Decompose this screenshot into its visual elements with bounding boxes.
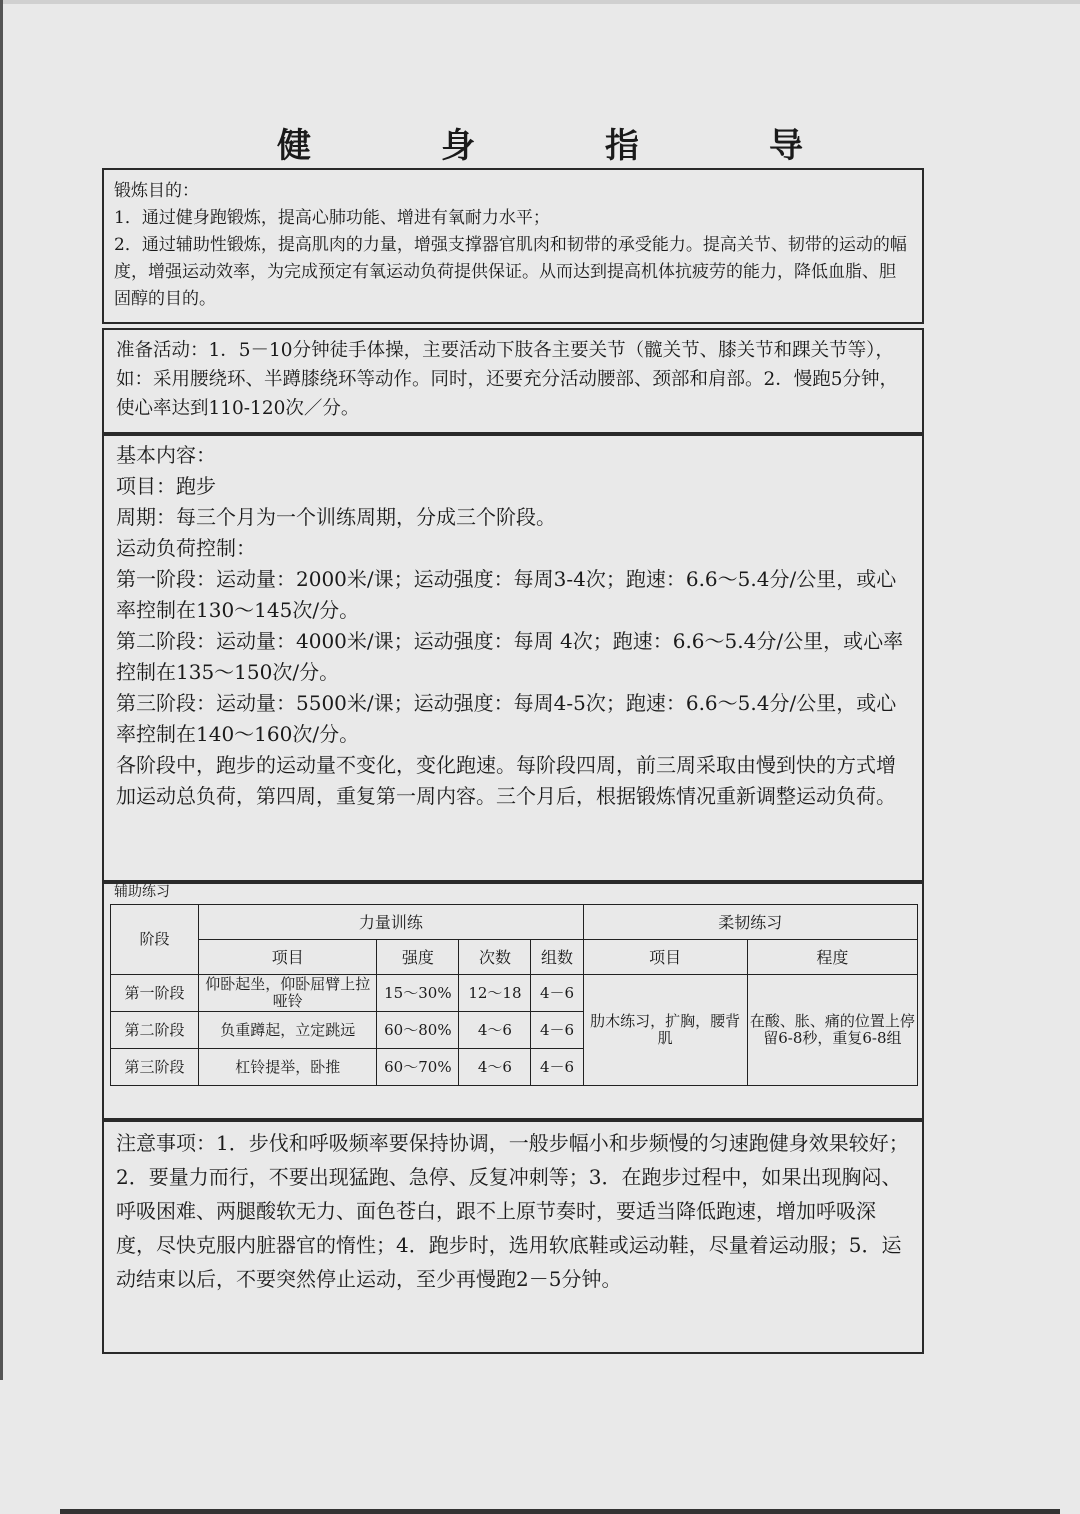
aux-table	[110, 904, 918, 1086]
page-bottom-edge	[60, 1509, 1060, 1514]
stage-line: 第一阶段：运动量：2000米/课；运动强度：每周3-4次；跑速：6.6～5.4分/公里，或心率控制在130～145次/分。	[116, 567, 897, 622]
header-sets: 组数	[531, 940, 583, 975]
notes-section	[102, 1120, 924, 1354]
row-intensity: 60～80%	[377, 1012, 459, 1049]
header-stage: 阶段	[111, 905, 199, 975]
row-stage: 第一阶段	[111, 975, 199, 1012]
summary-line: 各阶段中，跑步的运动量不变化，变化跑速。每阶段四周，前三周采取由慢到快的方式增加运动总负荷，第四周，重复第一周内容。三个月后，根据锻炼情况重新调整运动负荷。	[116, 753, 896, 808]
main-heading: 基本内容：	[116, 443, 216, 467]
goal-item: 2．通过辅助性锻炼，提高肌肉的力量，增强支撑器官肌肉和韧带的承受能力。提高关节、韧带的运动的幅度，增强运动效率，为完成预定有氧运动负荷提供保证。从而达到提高机体抗疲劳的能力，降低血脂、胆固醇的目的。	[114, 235, 907, 309]
header-intensity: 强度	[377, 940, 459, 975]
degree-cell: 在酸、胀、痛的位置上停留6-8秒，重复6-8组	[747, 975, 917, 1086]
page-title: 健 身 指 导	[277, 126, 851, 166]
row-sets: 4－6	[531, 975, 583, 1012]
header-strength: 力量训练	[199, 905, 583, 940]
warmup-text: 准备活动：1．5－10分钟徒手体操，主要活动下肢各主要关节（髋关节、膝关节和踝关节等），如：采用腰绕环、半蹲膝绕环等动作。同时，还要充分活动腰部、颈部和肩部。2．慢跑5分钟，使心率达到110-120次／分。	[116, 340, 899, 419]
cycle-line: 周期：每三个月为一个训练周期，分成三个阶段。	[116, 505, 556, 529]
row-sets: 4－6	[531, 1012, 583, 1049]
flex-item-cell: 肋木练习，扩胸，腰背肌	[583, 975, 747, 1086]
goal-heading: 锻炼目的：	[114, 181, 199, 201]
row-sets: 4－6	[531, 1049, 583, 1086]
row-item: 仰卧起坐，仰卧屈臂上拉哑铃	[199, 975, 377, 1012]
row-reps: 4～6	[459, 1049, 531, 1086]
warmup-section	[102, 328, 924, 436]
row-reps: 12～18	[459, 975, 531, 1012]
page-top-edge	[0, 0, 1080, 4]
row-stage: 第三阶段	[111, 1049, 199, 1086]
aux-section	[102, 880, 924, 1120]
header-flex: 柔韧练习	[583, 905, 917, 940]
table-row	[111, 975, 918, 1012]
stage-line: 第三阶段：运动量：5500米/课；运动强度：每周4-5次；跑速：6.6～5.4分/公里，或心率控制在140～160次/分。	[116, 691, 897, 746]
project-line: 项目：跑步	[116, 474, 216, 498]
header-degree: 程度	[747, 940, 917, 975]
notes-text: 注意事项：1．步伐和呼吸频率要保持协调，一般步幅小和步频慢的匀速跑健身效果较好；2．要量力而行，不要出现猛跑、急停、反复冲刺等；3．在跑步过程中，如果出现胸闷、呼吸困难、两腿酸软无力、面色苍白，跟不上原节奏时，要适当降低跑速，增加呼吸深度，尽快克服内脏器官的惰性；4．跑步时，选用软底鞋或运动鞋，尽量着运动服；5．运动结束以后，不要突然停止运动，至少再慢跑2－5分钟。	[116, 1131, 909, 1291]
goal-section	[102, 168, 924, 324]
load-heading: 运动负荷控制：	[116, 536, 256, 560]
row-reps: 4～6	[459, 1012, 531, 1049]
goal-item: 1．通过健身跑锻炼，提高心肺功能、增进有氧耐力水平；	[114, 208, 550, 228]
row-stage: 第二阶段	[111, 1012, 199, 1049]
stage-line: 第二阶段：运动量：4000米/课；运动强度：每周 4次；跑速：6.6～5.4分/公里，或心率控制在135～150次/分。	[116, 629, 904, 684]
page-left-edge	[0, 0, 3, 1380]
header-reps: 次数	[459, 940, 531, 975]
row-item: 杠铃提举，卧推	[199, 1049, 377, 1086]
aux-label: 辅助练习	[114, 884, 170, 900]
row-intensity: 15～30%	[377, 975, 459, 1012]
row-intensity: 60～70%	[377, 1049, 459, 1086]
row-item: 负重蹲起，立定跳远	[199, 1012, 377, 1049]
header-item: 项目	[199, 940, 377, 975]
main-content-section	[102, 432, 924, 884]
header-flex-item: 项目	[583, 940, 747, 975]
